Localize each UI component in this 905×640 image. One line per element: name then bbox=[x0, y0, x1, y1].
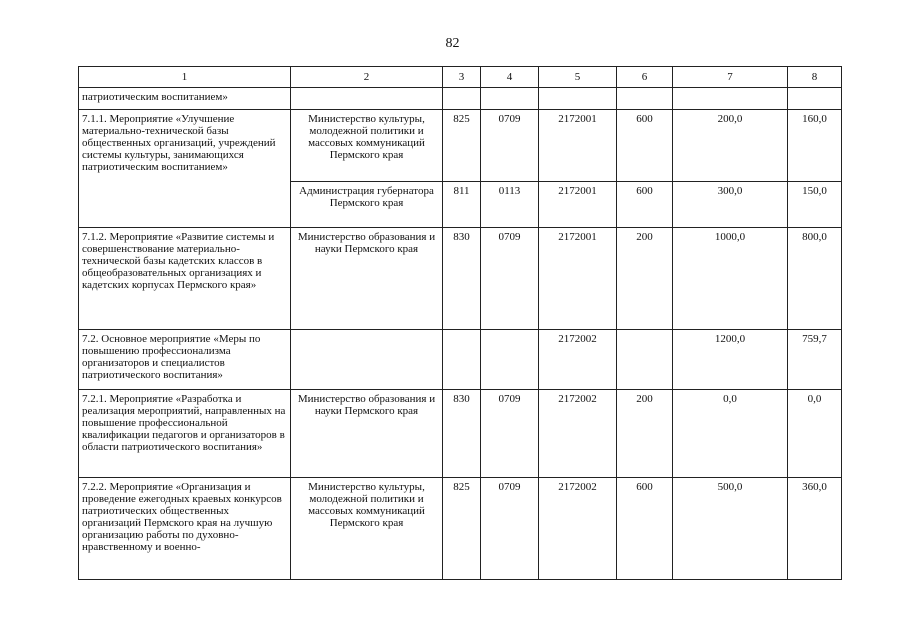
target-article-cell: 2172002 bbox=[539, 330, 617, 390]
section-cell: 0113 bbox=[481, 182, 539, 228]
section-cell: 0709 bbox=[481, 110, 539, 182]
activity-cell: 7.2.1. Мероприятие «Разработка и реализация мероприятий, направленных на повышение профессиональной квалификации педагогов и организаторов в области патриотического воспитания» bbox=[79, 390, 291, 478]
target-article-cell bbox=[539, 88, 617, 110]
executor-cell bbox=[291, 330, 443, 390]
executor-cell: Министерство образования и науки Пермского края bbox=[291, 390, 443, 478]
executor-cell: Министерство культуры, молодежной политики и массовых коммуникаций Пермского края bbox=[291, 110, 443, 182]
grbs-cell: 825 bbox=[443, 478, 481, 580]
amount-cell: 759,7 bbox=[788, 330, 842, 390]
amount-cell: 800,0 bbox=[788, 228, 842, 330]
table-header-row bbox=[79, 67, 842, 88]
section-cell bbox=[481, 330, 539, 390]
header-cell: 6 bbox=[617, 67, 673, 88]
header-cell: 2 bbox=[291, 67, 443, 88]
header-cell: 3 bbox=[443, 67, 481, 88]
target-article-cell: 2172002 bbox=[539, 390, 617, 478]
amount-cell: 360,0 bbox=[788, 478, 842, 580]
expense-type-cell bbox=[617, 330, 673, 390]
activity-cell: 7.2. Основное мероприятие «Меры по повышению профессионализма организаторов и специалистов патриотического воспитания» bbox=[79, 330, 291, 390]
grbs-cell: 830 bbox=[443, 390, 481, 478]
activity-cell: 7.1.2. Мероприятие «Развитие системы и совершенствование материально-технической базы кадетских классов в общеобразовательных организациях и кадетских корпусах Пермского края» bbox=[79, 228, 291, 330]
activity-cell: патриотическим воспитанием» bbox=[79, 88, 291, 110]
section-cell: 0709 bbox=[481, 478, 539, 580]
grbs-cell: 825 bbox=[443, 110, 481, 182]
executor-cell bbox=[291, 88, 443, 110]
table-row bbox=[79, 478, 842, 580]
amount-cell: 0,0 bbox=[673, 390, 788, 478]
page-number: 82 bbox=[445, 36, 460, 51]
header-cell: 8 bbox=[788, 67, 842, 88]
target-article-cell: 2172001 bbox=[539, 182, 617, 228]
expense-type-cell: 200 bbox=[617, 390, 673, 478]
target-article-cell: 2172001 bbox=[539, 110, 617, 182]
header-cell: 7 bbox=[673, 67, 788, 88]
table-row bbox=[79, 390, 842, 478]
expense-type-cell: 600 bbox=[617, 478, 673, 580]
expense-type-cell: 200 bbox=[617, 228, 673, 330]
amount-cell bbox=[788, 88, 842, 110]
grbs-cell bbox=[443, 88, 481, 110]
target-article-cell: 2172001 bbox=[539, 228, 617, 330]
amount-cell: 160,0 bbox=[788, 110, 842, 182]
expense-type-cell: 600 bbox=[617, 182, 673, 228]
grbs-cell: 811 bbox=[443, 182, 481, 228]
amount-cell: 0,0 bbox=[788, 390, 842, 478]
activity-cell: 7.1.1. Мероприятие «Улучшение материально-технической базы общественных организаций, учреждений системы культуры, занимающихся патриотическим воспитанием» bbox=[79, 110, 291, 228]
amount-cell: 1000,0 bbox=[673, 228, 788, 330]
grbs-cell: 830 bbox=[443, 228, 481, 330]
target-article-cell: 2172002 bbox=[539, 478, 617, 580]
amount-cell: 200,0 bbox=[673, 110, 788, 182]
table-row bbox=[79, 110, 842, 182]
amount-cell: 300,0 bbox=[673, 182, 788, 228]
expense-type-cell bbox=[617, 88, 673, 110]
executor-cell: Администрация губернатора Пермского края bbox=[291, 182, 443, 228]
table-row bbox=[79, 88, 842, 110]
section-cell bbox=[481, 88, 539, 110]
table-row bbox=[79, 228, 842, 330]
grbs-cell bbox=[443, 330, 481, 390]
table-row bbox=[79, 330, 842, 390]
amount-cell: 1200,0 bbox=[673, 330, 788, 390]
amount-cell: 150,0 bbox=[788, 182, 842, 228]
section-cell: 0709 bbox=[481, 390, 539, 478]
amount-cell bbox=[673, 88, 788, 110]
header-cell: 5 bbox=[539, 67, 617, 88]
header-cell: 4 bbox=[481, 67, 539, 88]
header-cell: 1 bbox=[79, 67, 291, 88]
budget-table bbox=[78, 66, 842, 580]
executor-cell: Министерство образования и науки Пермского края bbox=[291, 228, 443, 330]
activity-cell: 7.2.2. Мероприятие «Организация и проведение ежегодных краевых конкурсов патриотических общественных организаций Пермского края на лучшую организацию работы по духовно-нравственному и военно- bbox=[79, 478, 291, 580]
amount-cell: 500,0 bbox=[673, 478, 788, 580]
expense-type-cell: 600 bbox=[617, 110, 673, 182]
executor-cell: Министерство культуры, молодежной политики и массовых коммуникаций Пермского края bbox=[291, 478, 443, 580]
section-cell: 0709 bbox=[481, 228, 539, 330]
